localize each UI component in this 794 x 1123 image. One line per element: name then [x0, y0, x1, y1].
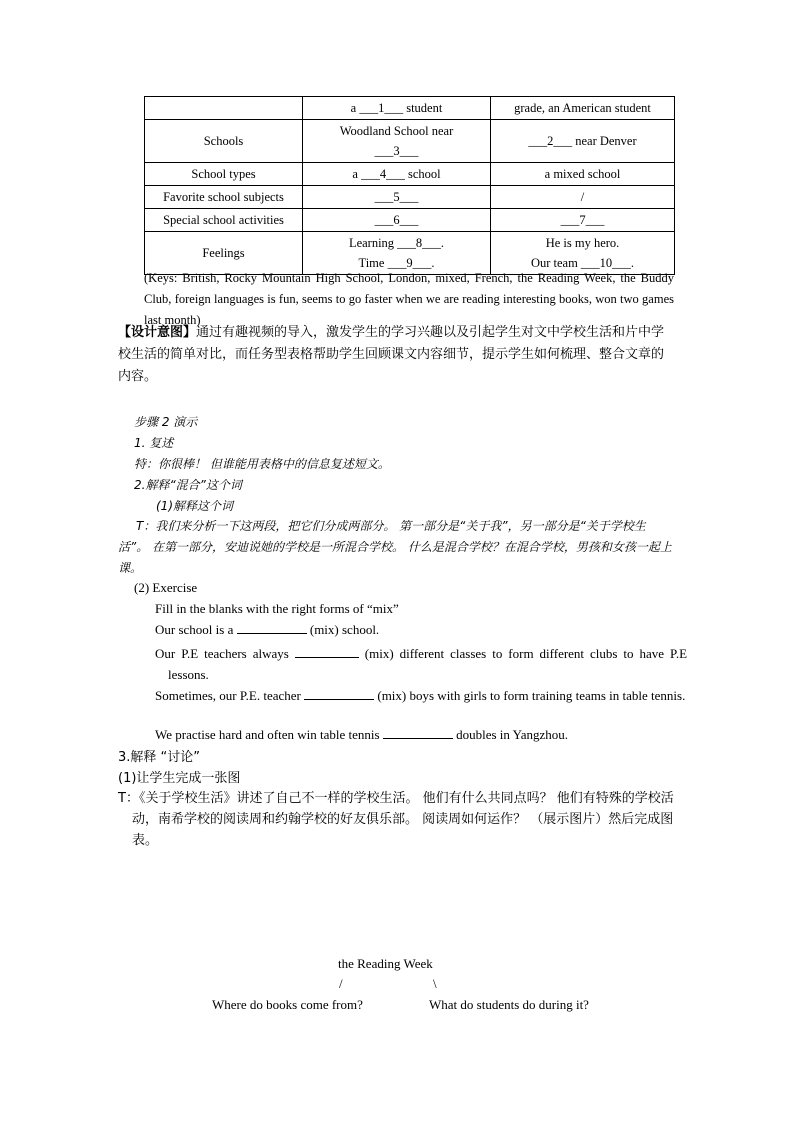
table-cell: a ___4___ school [303, 163, 491, 186]
step2-item1-text: 特：你很棒！ 但谁能用表格中的信息复述短文。 [134, 457, 390, 471]
step3-sub: (1)让学生完成一张图 [118, 771, 241, 786]
table-row [145, 163, 675, 186]
blank-1[interactable] [237, 633, 307, 634]
table-cell: Learning ___8___. Time ___9___. [303, 232, 491, 275]
blank-3[interactable] [304, 699, 374, 700]
step2-item2-sub: (1)解释这个词 [156, 499, 233, 513]
step3-teacher-text: T：《关于学校生活》讲述了自己不一样的学校生活。 他们有什么共同点吗？ 他们有特殊的学校活动，南希学校的阅读周和约翰学校的好友俱乐部。 阅读周如何运作？ （展示图片）然后完成图表。 [118, 791, 674, 848]
step2-title: 步骤 2 演示 [134, 415, 198, 429]
table-cell: Woodland School near ___3___ [303, 120, 491, 163]
comparison-table-body [145, 97, 675, 275]
table-row [145, 120, 675, 163]
exercise-sentence-2 [155, 643, 687, 685]
diagram-left-question: Where do books come from? [212, 997, 363, 1012]
table-cell: ___5___ [303, 186, 491, 209]
exercise-sentence-1 [155, 622, 379, 638]
table-cell: ___7___ [491, 209, 675, 232]
table-cell: Favorite school subjects [145, 186, 303, 209]
sentence-1-start: Our school is a [155, 622, 234, 637]
diagram-root: the Reading Week [338, 956, 433, 971]
exercise-instruction: Fill in the blanks with the right forms of “mix” [155, 601, 399, 616]
step2-teacher-text: T：我们来分析一下这两段，把它们分成两部分。 第一部分是“关于我”，另一部分是“关于学校生活”。 在第一部分，安迪说她的学校是一所混合学校。 什么是混合学校？在混合学校，男孩和女孩一起上课。 [118, 519, 672, 575]
table-cell: ___6___ [303, 209, 491, 232]
table-cell: Special school activities [145, 209, 303, 232]
design-intent-label: 【设计意图】 [118, 325, 197, 340]
sentence-3-start: Sometimes, our P.E. teacher [155, 688, 301, 703]
exercise-sentence-3 [155, 685, 687, 706]
table-cell: a mixed school [491, 163, 675, 186]
table-cell: grade, an American student [491, 97, 675, 120]
sentence-1-end: (mix) school. [309, 622, 380, 637]
diagram-right-branch: \ [433, 976, 437, 991]
table-cell: He is my hero. Our team ___10___. [491, 232, 675, 275]
step2-item1: 1. 复述 [134, 436, 174, 450]
table-cell [145, 97, 303, 120]
sentence-2-end: (mix) different classes to form different clubs to have P.E lessons. [168, 646, 688, 682]
diagram-left-branch: / [339, 976, 343, 991]
table-cell: Feelings [145, 232, 303, 275]
comparison-table [144, 96, 675, 275]
table-cell: Schools [145, 120, 303, 163]
sentence-4-start: We practise hard and often win table tennis [155, 727, 380, 742]
table-cell: a ___1___ student [303, 97, 491, 120]
blank-2[interactable] [295, 657, 359, 658]
exercise-title: (2) Exercise [134, 580, 198, 595]
answer-keys: (Keys: British, Rocky Mountain High School, London, mixed, French, the Reading Week, the Buddy Club, foreign languages is fun, seems to go faster when we are reading interesting books, won two games last month) [144, 271, 674, 327]
design-intent-text: 通过有趣视频的导入，激发学生的学习兴趣以及引起学生对文中学校生活和片中学校生活的简单对比，而任务型表格帮助学生回顾课文内容细节，提示学生如何梳理、整合文章的内容。 [118, 325, 665, 384]
design-intent [118, 322, 674, 388]
table-cell: ___2___ near Denver [491, 120, 675, 163]
table-row [145, 97, 675, 120]
sentence-4-end: doubles in Yangzhou. [456, 727, 569, 742]
table-row [145, 186, 675, 209]
sentence-2-start: Our P.E teachers always [155, 646, 289, 661]
step2-item2: 2.解释“混合”这个词 [134, 478, 242, 492]
exercise-sentence-4 [155, 727, 568, 743]
diagram-right-question: What do students do during it? [429, 997, 589, 1012]
step3-title: 3.解释 “讨论” [118, 750, 201, 765]
table-cell: School types [145, 163, 303, 186]
sentence-3-end: (mix) boys with girls to form training teams in table tennis. [377, 688, 686, 703]
table-cell: / [491, 186, 675, 209]
blank-4[interactable] [383, 738, 453, 739]
table-row [145, 209, 675, 232]
